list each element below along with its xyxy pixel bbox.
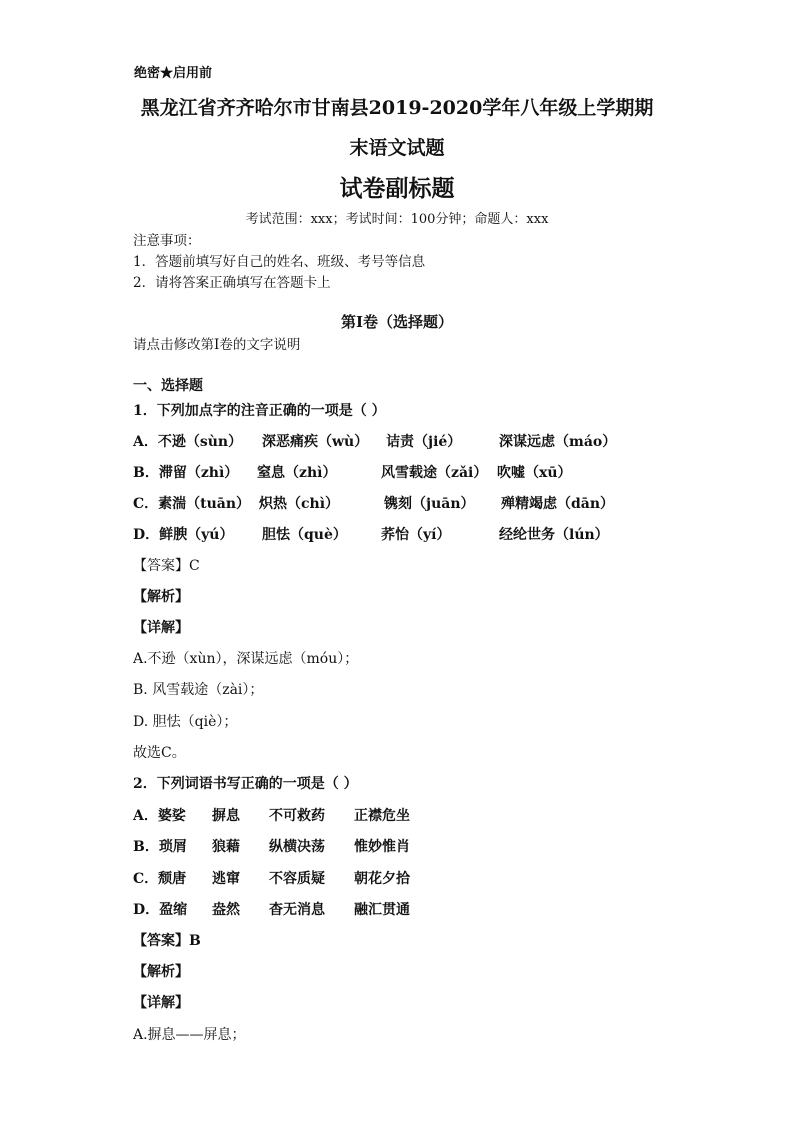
- subtitle: 试卷副标题: [339, 175, 455, 202]
- q1-option-d-3: 荞怡（yí）: [381, 527, 451, 543]
- q1-option-c-2: 炽热（chì）: [259, 496, 340, 512]
- q2-option-c-2: 逃窜: [212, 871, 240, 887]
- part-title: 一、选择题: [133, 378, 203, 394]
- q2-option-b-4: 惟妙惟肖: [354, 839, 410, 855]
- notice-item: 2．请将答案正确填写在答题卡上: [133, 275, 331, 291]
- q2-option-d-2: 盎然: [212, 902, 240, 918]
- q2-option-a-2: 摒息: [212, 808, 240, 824]
- q1-option-b-1: B．滞留（zhì）: [133, 465, 239, 481]
- q2-option-c-1: C．颓唐: [133, 871, 187, 887]
- q1-detail-line: 故选C。: [133, 745, 186, 761]
- q1-analysis-label: 【解析】: [133, 589, 189, 605]
- q1-option-c-4: 殚精竭虑（dān）: [501, 496, 615, 512]
- q2-detail-label: 【详解】: [133, 995, 189, 1011]
- q2-option-d-4: 融汇贯通: [354, 902, 410, 918]
- q1-option-a-3: 诘责（jié）: [386, 434, 462, 450]
- q1-option-d-2: 胆怯（què）: [262, 527, 347, 543]
- question-2-stem: 2．下列词语书写正确的一项是（ ）: [133, 776, 358, 792]
- q1-option-a-2: 深恶痛疾（wù）: [262, 434, 369, 450]
- q1-detail-label: 【详解】: [133, 620, 189, 636]
- q2-option-b-1: B．琐屑: [133, 839, 187, 855]
- title-line-2: 末语文试题: [349, 137, 445, 159]
- q2-option-d-3: 杳无消息: [269, 902, 325, 918]
- q1-option-a-4: 深谋远虑（máo）: [499, 434, 617, 450]
- q2-option-a-1: A．婆娑: [133, 808, 186, 824]
- q2-option-b-2: 狼藉: [212, 839, 240, 855]
- q1-option-b-3: 风雪载途（zǎi）: [381, 465, 488, 481]
- q1-option-d-4: 经纶世务（lún）: [499, 527, 609, 543]
- q1-option-d-1: D．鲜腴（yú）: [133, 527, 234, 543]
- q1-option-c-3: 镌刻（juān）: [384, 496, 475, 512]
- section-desc: 请点击修改第I卷的文字说明: [133, 337, 301, 353]
- notice-item: 1．答题前填写好自己的姓名、班级、考号等信息: [133, 254, 426, 270]
- q2-option-a-3: 不可救药: [269, 808, 325, 824]
- q1-option-b-4: 吹嘘（xū）: [497, 465, 572, 481]
- q2-option-a-4: 正襟危坐: [354, 808, 410, 824]
- q1-detail-line: A.不逊（xùn），深谋远虑（móu）；: [133, 651, 359, 667]
- q2-answer: 【答案】B: [133, 933, 201, 949]
- q1-answer: 【答案】C: [133, 558, 200, 574]
- q2-option-c-3: 不容质疑: [269, 871, 325, 887]
- secret-label: 绝密★启用前: [134, 66, 213, 81]
- q1-option-a-1: A．不逊（sùn）: [133, 434, 243, 450]
- q1-option-b-2: 窒息（zhì）: [257, 465, 337, 481]
- q2-option-b-3: 纵横决荡: [269, 839, 325, 855]
- question-1-stem: 1．下列加点字的注音正确的一项是（ ）: [133, 403, 386, 419]
- q2-detail-line: A.摒息——屏息；: [133, 1027, 246, 1043]
- q1-detail-line: D. 胆怯（qiè）；: [133, 714, 238, 730]
- notice-title: 注意事项：: [133, 233, 201, 249]
- section-title: 第I卷（选择题）: [340, 313, 454, 331]
- q1-detail-line: B. 风雪载途（zài）；: [133, 682, 264, 698]
- q2-option-d-1: D．盈缩: [133, 902, 188, 918]
- q1-option-c-1: C．素湍（tuān）: [133, 496, 251, 512]
- exam-meta: 考试范围：xxx；考试时间：100分钟；命题人：xxx: [245, 212, 549, 227]
- q2-option-c-4: 朝花夕拾: [354, 871, 410, 887]
- title-line-1: 黑龙江省齐齐哈尔市甘南县2019-2020学年八年级上学期期: [140, 97, 654, 119]
- q2-analysis-label: 【解析】: [133, 964, 189, 980]
